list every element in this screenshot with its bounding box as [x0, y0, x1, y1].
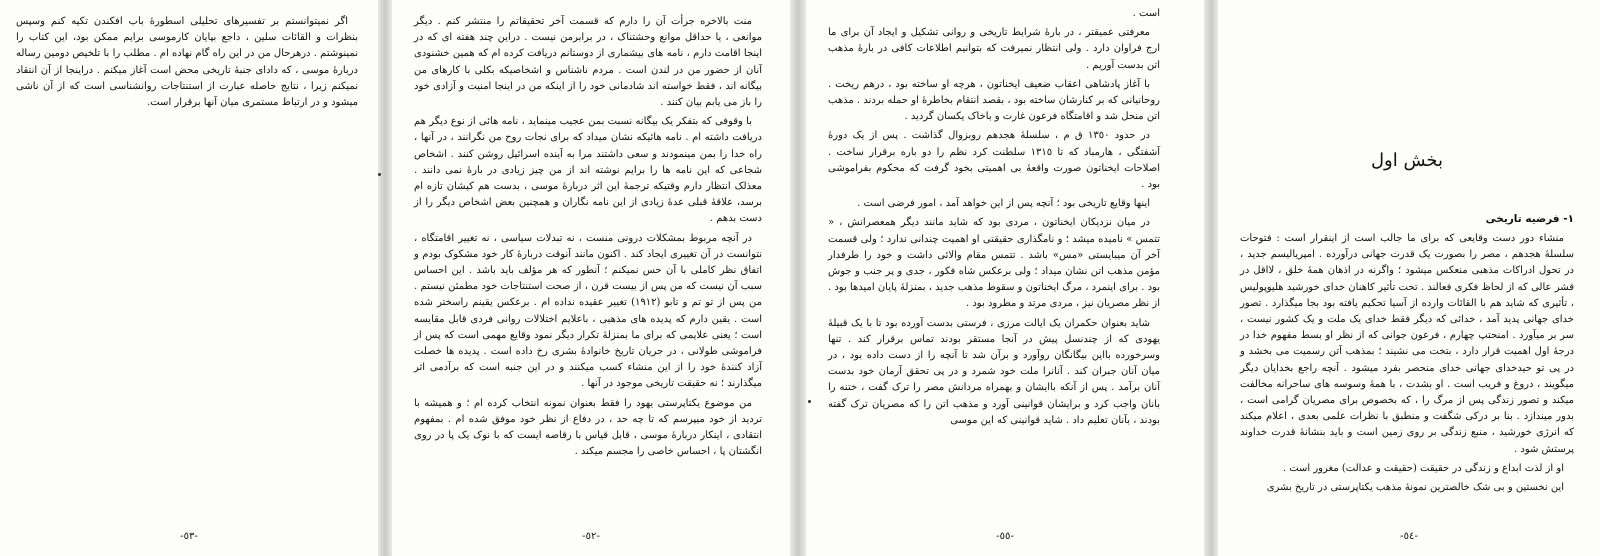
page-4-paragraph-3: این نخستین و بی شک خالصترین نمونۀ مذهب یکتاپرستی در تاریخ بشری — [1266, 482, 1564, 494]
page-2-paragraph-2: با وقوفی که بتفکر یک بیگانه نسبت بمن عجیب مینماید ، نامه هائی از نوع دیگر هم دریافت داشته ام . نامه هائیکه نشان میداد که برای نجات روح من نگرانند ، در آنها ، راه خدا را بمن مینمودند و سعی داشتند مرا به آینده اسرائیل روشن کنند . اشخاص شجاعی که این نامه ها را برایم نوشته اند از من چیز زیادی در بارۀ نمی دانند . معذلک انتظار دارم وقتیکه ترجمۀ این اثر دربارۀ موسی ، بدست هم کیشان تازه ام برسد، علاقۀ قبلی عدۀ زیادی از این نامه نگاران و همچنین بعض اشخاص دیگر را از دست بدهم . — [414, 116, 762, 225]
spine-gutter-left — [378, 0, 392, 556]
page-2-paragraph-3: در آنچه مربوط بمشکلات درونی منست ، نه تبدلات سیاسی ، نه تغییر اقامتگاه ، نتوانست در آن تغییری ایجاد کند . اکنون مانند آنوقت دربارۀ کار خود مشکوک بودم و اتفاق نظر کاملی با آن حس نمیکنم ؛ آنطور که هر مؤلف باید باشد . این احساس سبب آن نیست که من پس از بیست قرن ، از صحت استنتاجات خود مطمئن نیستم . من پس از تو تم و تابو (١٩١٢) تغییر عقیده نداده ام . برعکس یقینم راسختر شده است . یقین دارم که پدیده های مذهبی ، باعلایم اختلالات روانی فردی قابل مقایسه است ؛ یعنی علایمی که برای ما بمنزلۀ تکرار دیگر نمود وقایع مهمی است که پس از فراموشی طولانی ، در جریان تاریخ خانوادۀ بشری رخ داده است . پدیده ها خصلت آزاد کنندۀ خود را از این منشاء کسب میکنند و در این جنبه است که برآدمی اثر میگذارند ؛ نه حقیقت تاریخی موجود در آنها . — [414, 232, 762, 390]
page-1-paragraph-1: اگر نمیتوانستم بر تفسیرهای تحلیلی اسطورۀ باب افکندن تکیه کنم وسپس بنظرات و القائات سلین ، داجع بپایان کارموسی برایم ممکن بود، این کتاب را نمینوشتم . درهرحال من در این راه گام نهاده ام . مطلب را با تلخیص دومین رساله دربارۀ موسی ، که دادای جنبۀ تاریخی محض است آغاز میکنم . دراینجا از آن انتقاد نمیکنم زیرا ، نتایج حاصله عبارت از استنتاجات روانشناسی است که از آن ناشی میشود و در ارتباط مستمری میان آنها برقرار است. — [16, 16, 358, 109]
page-number: -٥٥- — [996, 531, 1014, 542]
spine-gutter-center — [790, 0, 806, 556]
section-heading: ۱- فرضیه تاریخی — [1485, 213, 1574, 225]
page-number: -٥٤- — [1400, 531, 1418, 542]
scan-speck — [378, 173, 381, 176]
page-3-paragraph-3: با آغاز پادشاهی اعقاب ضعیف ایخناتون ، هرچه او ساخته بود ، درهم ریخت . روحانیانی که بر کنارشان ساخته بود ، بقصد انتقام بخاطرۀ او حمله بردند . مذهب اتن منحل شد و اقامتگاه فرعون غارت و باخاک یکسان گردید . — [828, 78, 1160, 123]
page-3-paragraph-4: در حدود ١٣٥٠ ق م ، سلسلۀ هجدهم روبزوال گذاشت . پس از یک دورۀ آشفتگی ، هارمباد که تا ١٣١٥ سلطنت کرد نظم را دو باره برقرار ساخت . اصلاحات ایخناتون صورت واقعۀ بی اهمیتی بخود گرفت که محکوم بفراموشی بود . — [828, 130, 1161, 191]
page-2-paragraph-4: من موضوع یکتاپرستی یهود را فقط بعنوان نمونه انتخاب کرده ام ؛ و همیشه با تردید از خود میپرسم که تا چه حد ، در دفاع از نظر خود موفق شده ام . بمفهوم انتقادی ، اینکار دربارۀ موسی ، قابل قیاس با رقاصه ایست که با نوک یک پا در روی انگشتان پا ، احساس خاصی را مجسم میکند . — [414, 397, 762, 458]
chapter-title: بخش اول — [1370, 150, 1444, 171]
page-3-paragraph-2: معرفتی عمیقتر ، در بارۀ شرایط تاریخی و روانی تشکیل و ایجاد آن برای ما ارج فراوان دارد . ولی انتظار نمیرفت که بتوانیم اطلاعات کافی در بارۀ مذهب اتن بدست آوریم . — [828, 27, 1160, 71]
page-2-paragraph-1: منت بالاخره جرأت آن را دارم که قسمت آخر تحقیقاتم را منتشر کنم . دیگر موانعی ، یا حداقل موانع وحشتناک ، در برابرمن نیست . دراین چند هفته ای که در اینجا اقامت دارم ، نامه های بیشماری از دوستانم دریافت کرده ام که همین خشنودی آنان از حضور من در لندن است . مردم ناشناس و اشخاصیکه بکلی با کارهای من بیگانه اند ، فقط خواسته اند شادمانی خود را از اینکه من در اینجا امنیت و آزادی خود را باز می یابم بیان کنند . — [414, 16, 762, 109]
page-left-1 — [0, 0, 378, 556]
page-3-paragraph-1: است . — [1132, 8, 1160, 19]
page-number: -٥٣- — [180, 531, 198, 542]
page-4-paragraph-2: او از لذت ابداع و زندگی در حقیقت (حقیقت و عدالت) مغرور است . — [1282, 462, 1564, 474]
page-left-2 — [392, 0, 790, 556]
page-3-paragraph-6: در میان نزدیکان ایخناتون ، مردی بود که شاید مانند دیگر همعصرانش ، « تتمس » نامیده میشد ؛ و نامگذاری حقیقتی او اهمیت چندانی ندارد ؛ ولی قسمت آخر آن میبایستی «مس» باشد . تتمس مقام والائی داشت و خود را طرفدار مؤمن مذهب اتن نشان میداد ؛ ولی برعکس شاه فکور ، جدی و پر جنب و جوش بود . برای اینمرد ، مرگ ایخناتون و سقوط مذهب جدید ، بمنزلۀ پایان امیدها بود . از نظر مصریان نیز ، مردی مرتد و مطرود بود . — [828, 217, 1160, 310]
spine-gutter-right — [1204, 0, 1218, 556]
page-4-paragraph-1: منشاء دور دست وقایعی که برای ما جالب است از اینقرار است : فتوحات سلسلۀ هجدهم ، مصر را بصورت یک قدرت جهانی درآورده . امپریالیسم جدید ، در تحول ادراکات مذهبی منعکس میشود ؛ واگرنه در اذهان همۀ خلق ، لااقل در قشر عالی که از لحاظ فکری فعالند . تحت تأثیر کاهنان خدای خورشید هلیوپولیس ، تأثیری که شاید هم با القائات وارده از آسیا تحکیم یافته بود بجا میگذارد . تصور خدای جهانی پدید آمد ، خدائی که دیگر فقط خدای یک ملت و یک کشور نیست ، سر بر میآورد . امنحتپ چهارم ، فرعون جوانی که از نظر او بسط مفهوم خدا در درجۀ اول اهمیت قرار دارد ، بتخت می نشیند ؛ بمذهب آتن رسمیت می بخشد و در پی تو حیدخدای جهانی خدای منحصر بفرد میشود . آنچه راجع بخدایان دیگر میگویند ، دروغ و فریب است . او بشدت ، با همۀ وسوسه های ساحرانه مخالفت میکند و تصور زندگی پس از مرگ را ، که بخصوص برای مصریان گرامی است ، بدور میندازد . بنا بر درکی شگفت و منطبق با نظرات علمی بعدی ، اعلام میکند که انرژی خورشید ، منبع زندگی بر روی زمین است و باید بنشانۀ قدرت خداوند پرستش شود . — [1240, 233, 1574, 455]
scan-speck — [808, 400, 811, 403]
page-right-1 — [806, 0, 1204, 556]
page-3-paragraph-5: اینها وقایع تاریخی بود ؛ آنچه پس از این خواهد آمد ، امور فرضی است . — [857, 198, 1150, 210]
page-3-paragraph-7: شاید بعنوان حکمران یک ایالت مرزی ، فرستی بدست آورده بود تا با یک قبیلۀ یهودی که از چندنسل پیش در آنجا مستقر بودند تماس برقرار کند . تنها وسرخورده بااین بیگانگان روآورد و برآن شد تا آنچه را از دست داده بود ، در میان آنان جبران کند . آنانرا ملت خود شمرد و در پی تحقق آرمان خود بدست آنان برآمد . پس از آنکه باایشان و بهمراه مردانش مصر را ترک گفت ، ختنه را بانان واجب کرد و برایشان قوانینی آورد و مذهب اتن را که مصریان ترک گفته بودند ، بآنان تعلیم داد . شاید قوانینی که این موسی — [828, 317, 1160, 426]
page-number: -٥٢- — [582, 531, 600, 542]
page-right-2 — [1218, 0, 1600, 556]
